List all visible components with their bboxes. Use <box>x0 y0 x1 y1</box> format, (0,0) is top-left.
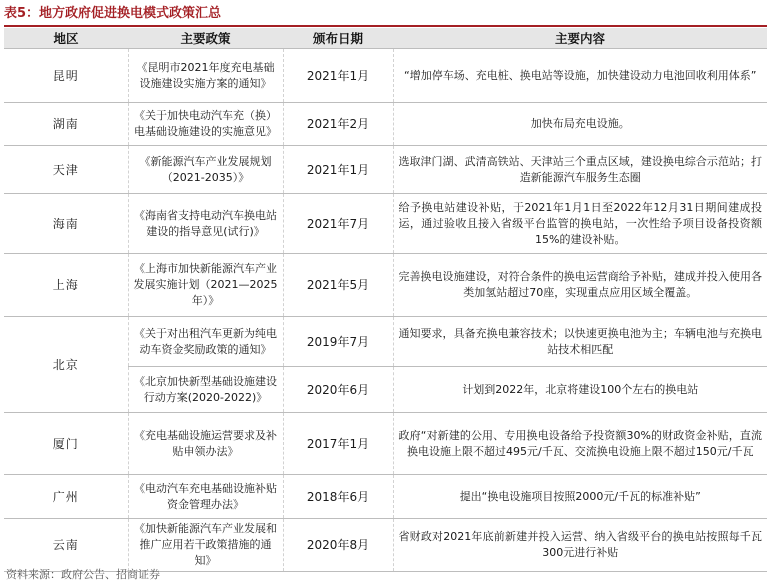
header-policy: 主要政策 <box>128 28 283 49</box>
content-cell: 选取津门湖、武清高铁站、天津站三个重点区域，建设换电综合示范站；打造新能源汽车服务生态圈 <box>393 146 767 194</box>
policy-cell: 《电动汽车充电基础设施补贴资金管理办法》 <box>128 475 283 519</box>
table-row <box>4 475 767 519</box>
content-cell: 省财政对2021年底前新建并投入运营、纳入省级平台的换电站按照每千瓦300元进行补贴 <box>393 519 767 572</box>
content-cell: 通知要求，具备充换电兼容技术；以快速更换电池为主；车辆电池与充换电站技术相匹配 <box>393 317 767 367</box>
policy-cell: 《关于对出租汽车更新为纯电动车资金奖励政策的通知》 <box>128 317 283 367</box>
date-cell: 2021年1月 <box>283 146 393 194</box>
region-cell: 天津 <box>4 146 128 194</box>
table-row <box>4 317 767 367</box>
region-cell: 广州 <box>4 475 128 519</box>
policy-cell: 《充电基础设施运营要求及补贴申领办法》 <box>128 413 283 475</box>
policy-cell: 《新能源汽车产业发展规划（2021-2035）》 <box>128 146 283 194</box>
region-cell: 北京 <box>4 317 128 413</box>
header-row <box>4 28 767 49</box>
date-cell: 2021年5月 <box>283 254 393 317</box>
date-cell: 2018年6月 <box>283 475 393 519</box>
source-note: 资料来源：政府公告、招商证券 <box>6 568 160 581</box>
policy-cell: 《昆明市2021年度充电基础设施建设实施方案的通知》 <box>128 49 283 103</box>
region-cell: 云南 <box>4 519 128 572</box>
content-cell: 完善换电设施建设，对符合条件的换电运营商给予补贴，建成并投入使用各类加氢站超过70座，实现重点应用区域全覆盖。 <box>393 254 767 317</box>
region-cell: 上海 <box>4 254 128 317</box>
policy-table <box>4 28 767 572</box>
table-row <box>4 49 767 103</box>
content-cell: 计划到2022年，北京将建设100个左右的换电站 <box>393 367 767 413</box>
policy-cell: 《上海市加快新能源汽车产业发展实施计划（2021—2025年）》 <box>128 254 283 317</box>
date-cell: 2019年7月 <box>283 317 393 367</box>
date-cell: 2021年1月 <box>283 49 393 103</box>
content-cell: 加快布局充电设施。 <box>393 103 767 146</box>
caption-rule <box>4 25 767 27</box>
region-cell: 海南 <box>4 194 128 254</box>
header-region: 地区 <box>4 28 128 49</box>
table-row <box>4 103 767 146</box>
region-cell: 湖南 <box>4 103 128 146</box>
content-cell: “增加停车场、充电桩、换电站等设施，加快建设动力电池回收利用体系” <box>393 49 767 103</box>
table-row <box>4 519 767 572</box>
header-date: 颁布日期 <box>283 28 393 49</box>
date-cell: 2021年2月 <box>283 103 393 146</box>
date-cell: 2017年1月 <box>283 413 393 475</box>
header-content: 主要内容 <box>393 28 767 49</box>
policy-cell: 《海南省支持电动汽车换电站建设的指导意见(试行)》 <box>128 194 283 254</box>
table-row <box>4 146 767 194</box>
region-cell: 昆明 <box>4 49 128 103</box>
table-row <box>4 413 767 475</box>
policy-cell: 《加快新能源汽车产业发展和推广应用若干政策措施的通知》 <box>128 519 283 572</box>
region-cell: 厦门 <box>4 413 128 475</box>
content-cell: 政府“对新建的公用、专用换电设备给予投资额30%的财政资金补贴，直流换电设施上限不超过495元/千瓦、交流换电设施上限不超过150元/千瓦 <box>393 413 767 475</box>
date-cell: 2020年6月 <box>283 367 393 413</box>
date-cell: 2021年7月 <box>283 194 393 254</box>
policy-cell: 《关于加快电动汽车充（换）电基础设施建设的实施意见》 <box>128 103 283 146</box>
content-cell: 给予换电站建设补贴，于2021年1月1日至2022年12月31日期间建成投运，通过验收且接入省级平台监管的换电站，一次性给予项目设备投资额15%的建设补贴。 <box>393 194 767 254</box>
table-caption: 表5：地方政府促进换电模式政策汇总 <box>4 6 222 21</box>
table-row <box>4 254 767 317</box>
table-row <box>4 194 767 254</box>
content-cell: 提出“换电设施项目按照2000元/千瓦的标准补贴” <box>393 475 767 519</box>
policy-cell: 《北京加快新型基础设施建设行动方案(2020-2022)》 <box>128 367 283 413</box>
date-cell: 2020年8月 <box>283 519 393 572</box>
